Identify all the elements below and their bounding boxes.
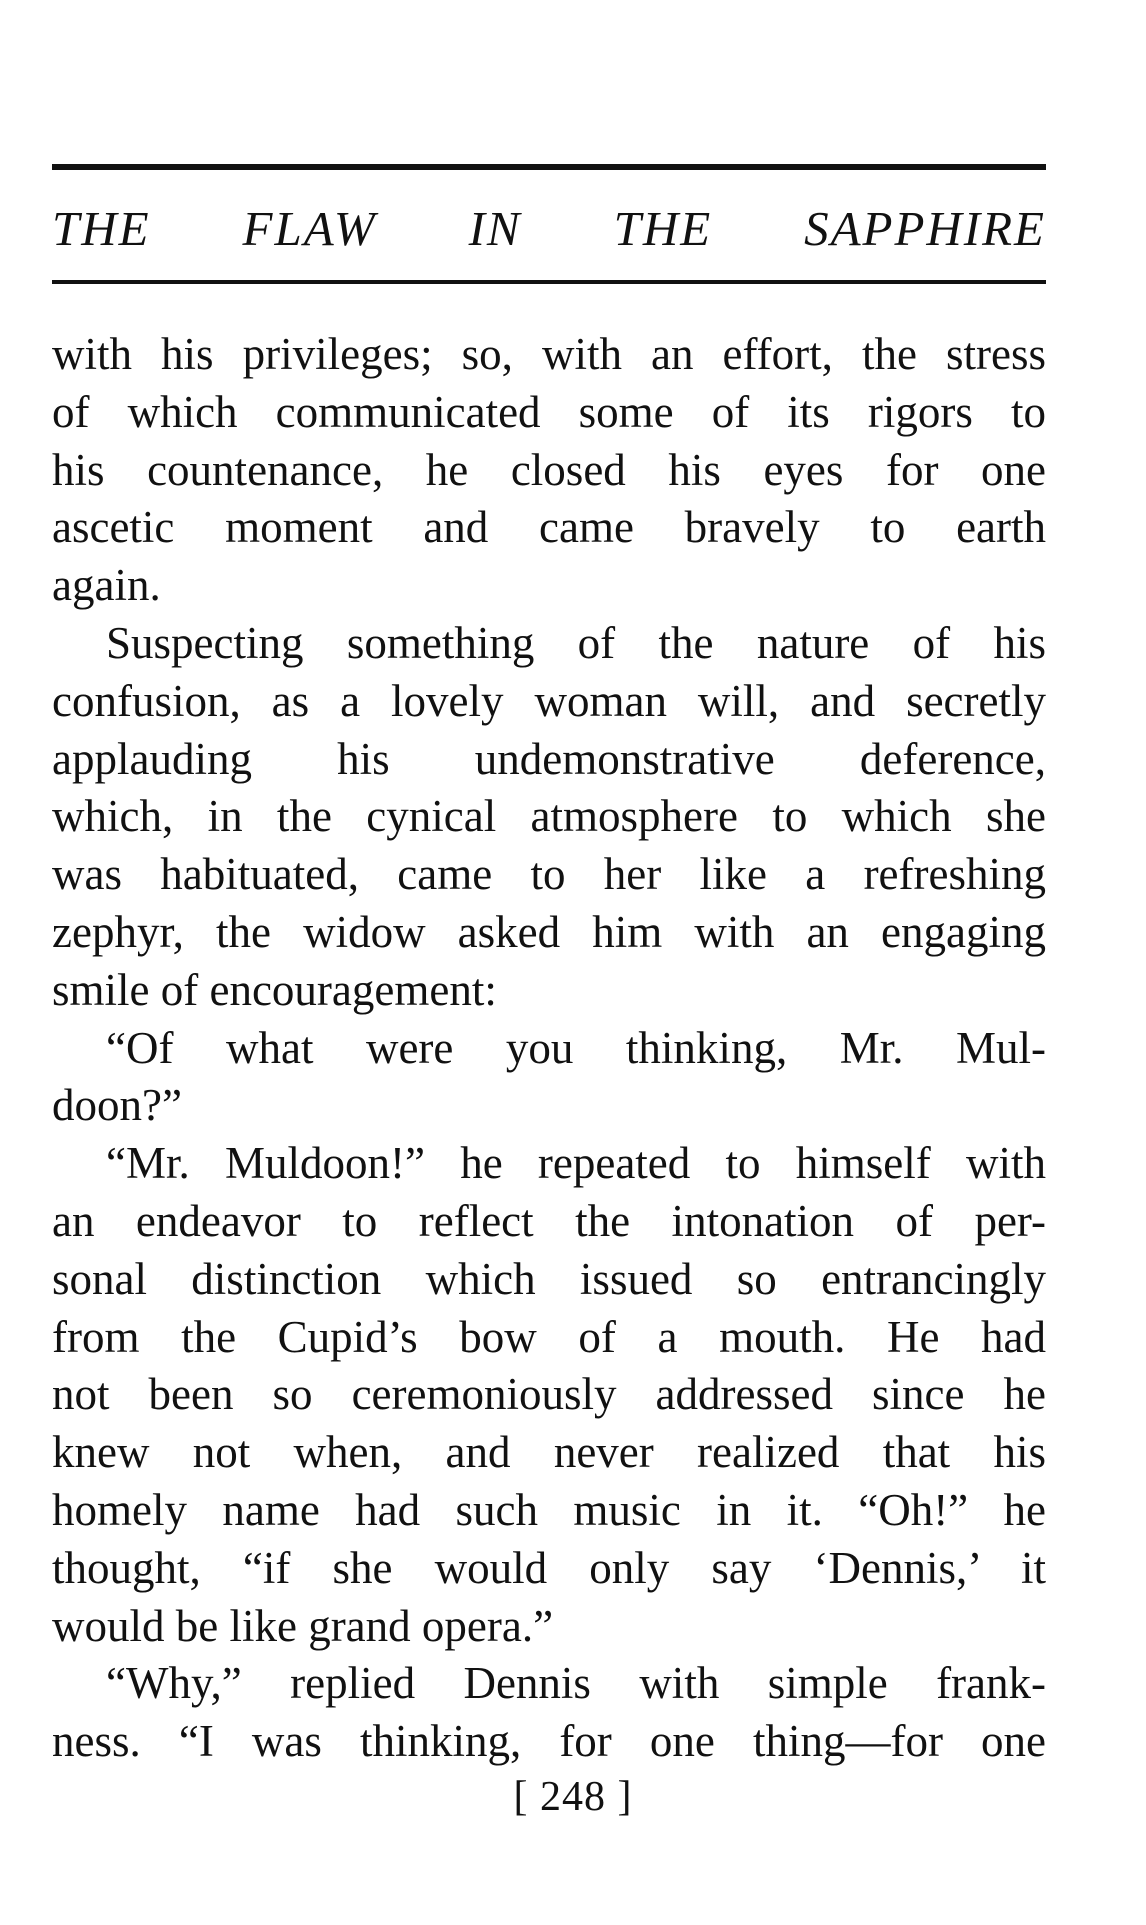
running-head-word: FLAW — [242, 200, 377, 256]
body-text — [52, 326, 1046, 1771]
text-line: again. — [52, 560, 161, 611]
text-line: an endeavor to reflect the intonation of per- — [52, 1195, 1046, 1246]
text-line: with his privileges; so, with an effort, the stress — [52, 329, 1046, 379]
text-line: sonal distinction which issued so entrancingly — [52, 1253, 1046, 1304]
text-line: applauding his undemonstrative deference, — [52, 733, 1046, 784]
text-line: “Why,” replied Dennis with simple frank- — [106, 1658, 1046, 1709]
text-line: zephyr, the widow asked him with an engaging — [52, 906, 1046, 957]
text-line: doon?” — [52, 1080, 182, 1131]
text-line: from the Cupid’s bow of a mouth. He had — [52, 1311, 1046, 1362]
text-line: ness. “I was thinking, for one thing—for one — [52, 1716, 1046, 1767]
text-line: knew not when, and never realized that his — [52, 1427, 1046, 1478]
text-line: would be like grand opera.” — [52, 1600, 554, 1651]
text-line: not been so ceremoniously addressed since he — [52, 1369, 1046, 1420]
running-head-word: THE — [52, 200, 151, 256]
text-line: “Mr. Muldoon!” he repeated to himself with — [106, 1138, 1046, 1189]
text-line: was habituated, came to her like a refreshing — [52, 849, 1046, 900]
text-line: confusion, as a lovely woman will, and secretly — [52, 675, 1046, 726]
text-line: his countenance, he closed his eyes for one — [52, 444, 1046, 495]
text-line: Suspecting something of the nature of his — [106, 617, 1046, 668]
text-line: homely name had such music in it. “Oh!” he — [52, 1484, 1046, 1535]
page-number: [ 248 ] — [513, 1774, 633, 1820]
text-line: which, in the cynical atmosphere to which she — [52, 791, 1046, 842]
running-head — [52, 196, 1046, 260]
header-top-rule — [52, 164, 1046, 170]
text-line: smile of encouragement: — [52, 964, 497, 1015]
text-line: ascetic moment and came bravely to earth — [52, 502, 1046, 553]
header-bottom-rule — [52, 280, 1046, 284]
text-line: of which communicated some of its rigors to — [52, 386, 1046, 437]
text-line: thought, “if she would only say ‘Dennis,’ it — [52, 1542, 1046, 1593]
text-line: “Of what were you thinking, Mr. Mul- — [106, 1022, 1046, 1073]
running-head-word: THE — [613, 200, 713, 256]
running-head-word: IN — [468, 200, 522, 256]
running-head-word: SAPPHIRE — [804, 200, 1046, 256]
